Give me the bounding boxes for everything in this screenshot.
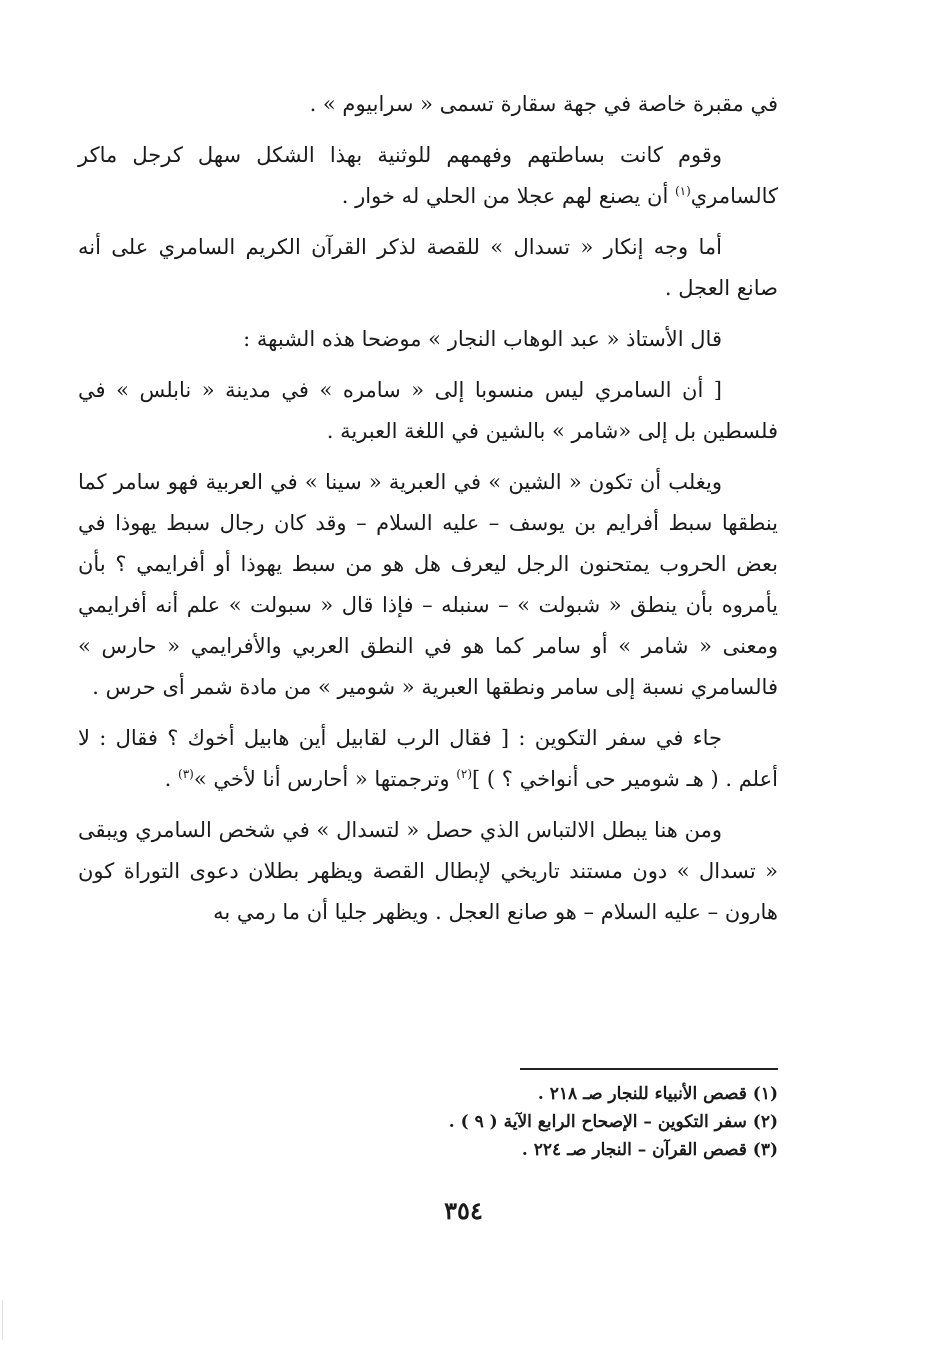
paragraph-4: قال الأستاذ « عبد الوهاب النجار » موضحا هذه الشبهة : <box>243 327 722 351</box>
footnotes <box>300 1080 778 1164</box>
footnote-2: (٢) سفر التكوين – الإصحاح الرابع الآية ( ٩ ) . <box>448 1112 778 1132</box>
paragraph-1: في مقبرة خاصة في جهة سقارة تسمى « سرابيوم » . <box>309 92 778 116</box>
scan-margin-line <box>2 1300 9 1340</box>
paragraph-2: وقوم كانت بساطتهم وفهمهم للوثنية بهذا الشكل سهل كرجل ماكر كالسامري$^{(١)}$ أن يصنع لهم عجلا من الحلي له خوار . <box>78 143 778 208</box>
footnote-ref-2: (٢) <box>456 767 473 781</box>
footnote-3: (٣) قصص القرآن – النجار صـ ٢٢٤ . <box>521 1140 778 1160</box>
paragraph-5: [ أن السامري ليس منسوبا إلى « سامره » في مدينة « نابلس » في فلسطين بل إلى «شامر » بالشين في اللغة العبرية . <box>78 378 778 443</box>
footnote-ref-1: (١) <box>674 184 691 198</box>
paragraph-6: ويغلب أن تكون « الشين » في العبرية « سينا » في العربية فهو سامر كما ينطقها سبط أفرايم بن يوسف – عليه السلام – وقد كان رجال سبط يهوذا في بعض الحروب يمتحنون الرجل ليعرف هل هو من سبط يهوذا أو أفرايمي ؟ بأن يأمروه بأن ينطق « شبولت » – سنبله – فإذا قال « سبولت » علم أنه أفرايمي ومعنى « شامر » أو سامر كما هو في النطق العربي والأفرايمي « حارس » فالسامري نسبة إلى سامر ونطقها العبرية « شومير » من مادة شمر أى حرس . <box>78 470 778 699</box>
paragraph-8: ومن هنا يبطل الالتباس الذي حصل « لتسدال » في شخص السامري ويبقى « تسدال » دون مستند تاريخي لإبطال القصة ويظهر بطلان دعوى التوراة كون هارون – عليه السلام – هو صانع العجل . ويظهر جليا أن ما رمي به <box>78 818 778 924</box>
footnote-divider <box>520 1068 778 1070</box>
page-number: ٣٥٤ <box>444 1196 483 1225</box>
footnote-1: (١) قصص الأنبياء للنجار صـ ٢١٨ . <box>537 1084 778 1104</box>
footnote-ref-3: (٣) <box>178 767 194 781</box>
paragraph-7: جاء في سفر التكوين : [ فقال الرب لقابيل أين هابيل أخوك ؟ فقال : لا أعلم . ( هـ شومير حى أنواخي ؟ ) ]$^{(٢)}$ وترجمتها « أحارس أنا لأخي »$^{(٣)}$ . <box>78 726 778 791</box>
paragraph-3: أما وجه إنكار « تسدال » للقصة لذكر القرآن الكريم السامري على أنه صانع العجل . <box>78 235 778 300</box>
main-text <box>78 84 778 933</box>
